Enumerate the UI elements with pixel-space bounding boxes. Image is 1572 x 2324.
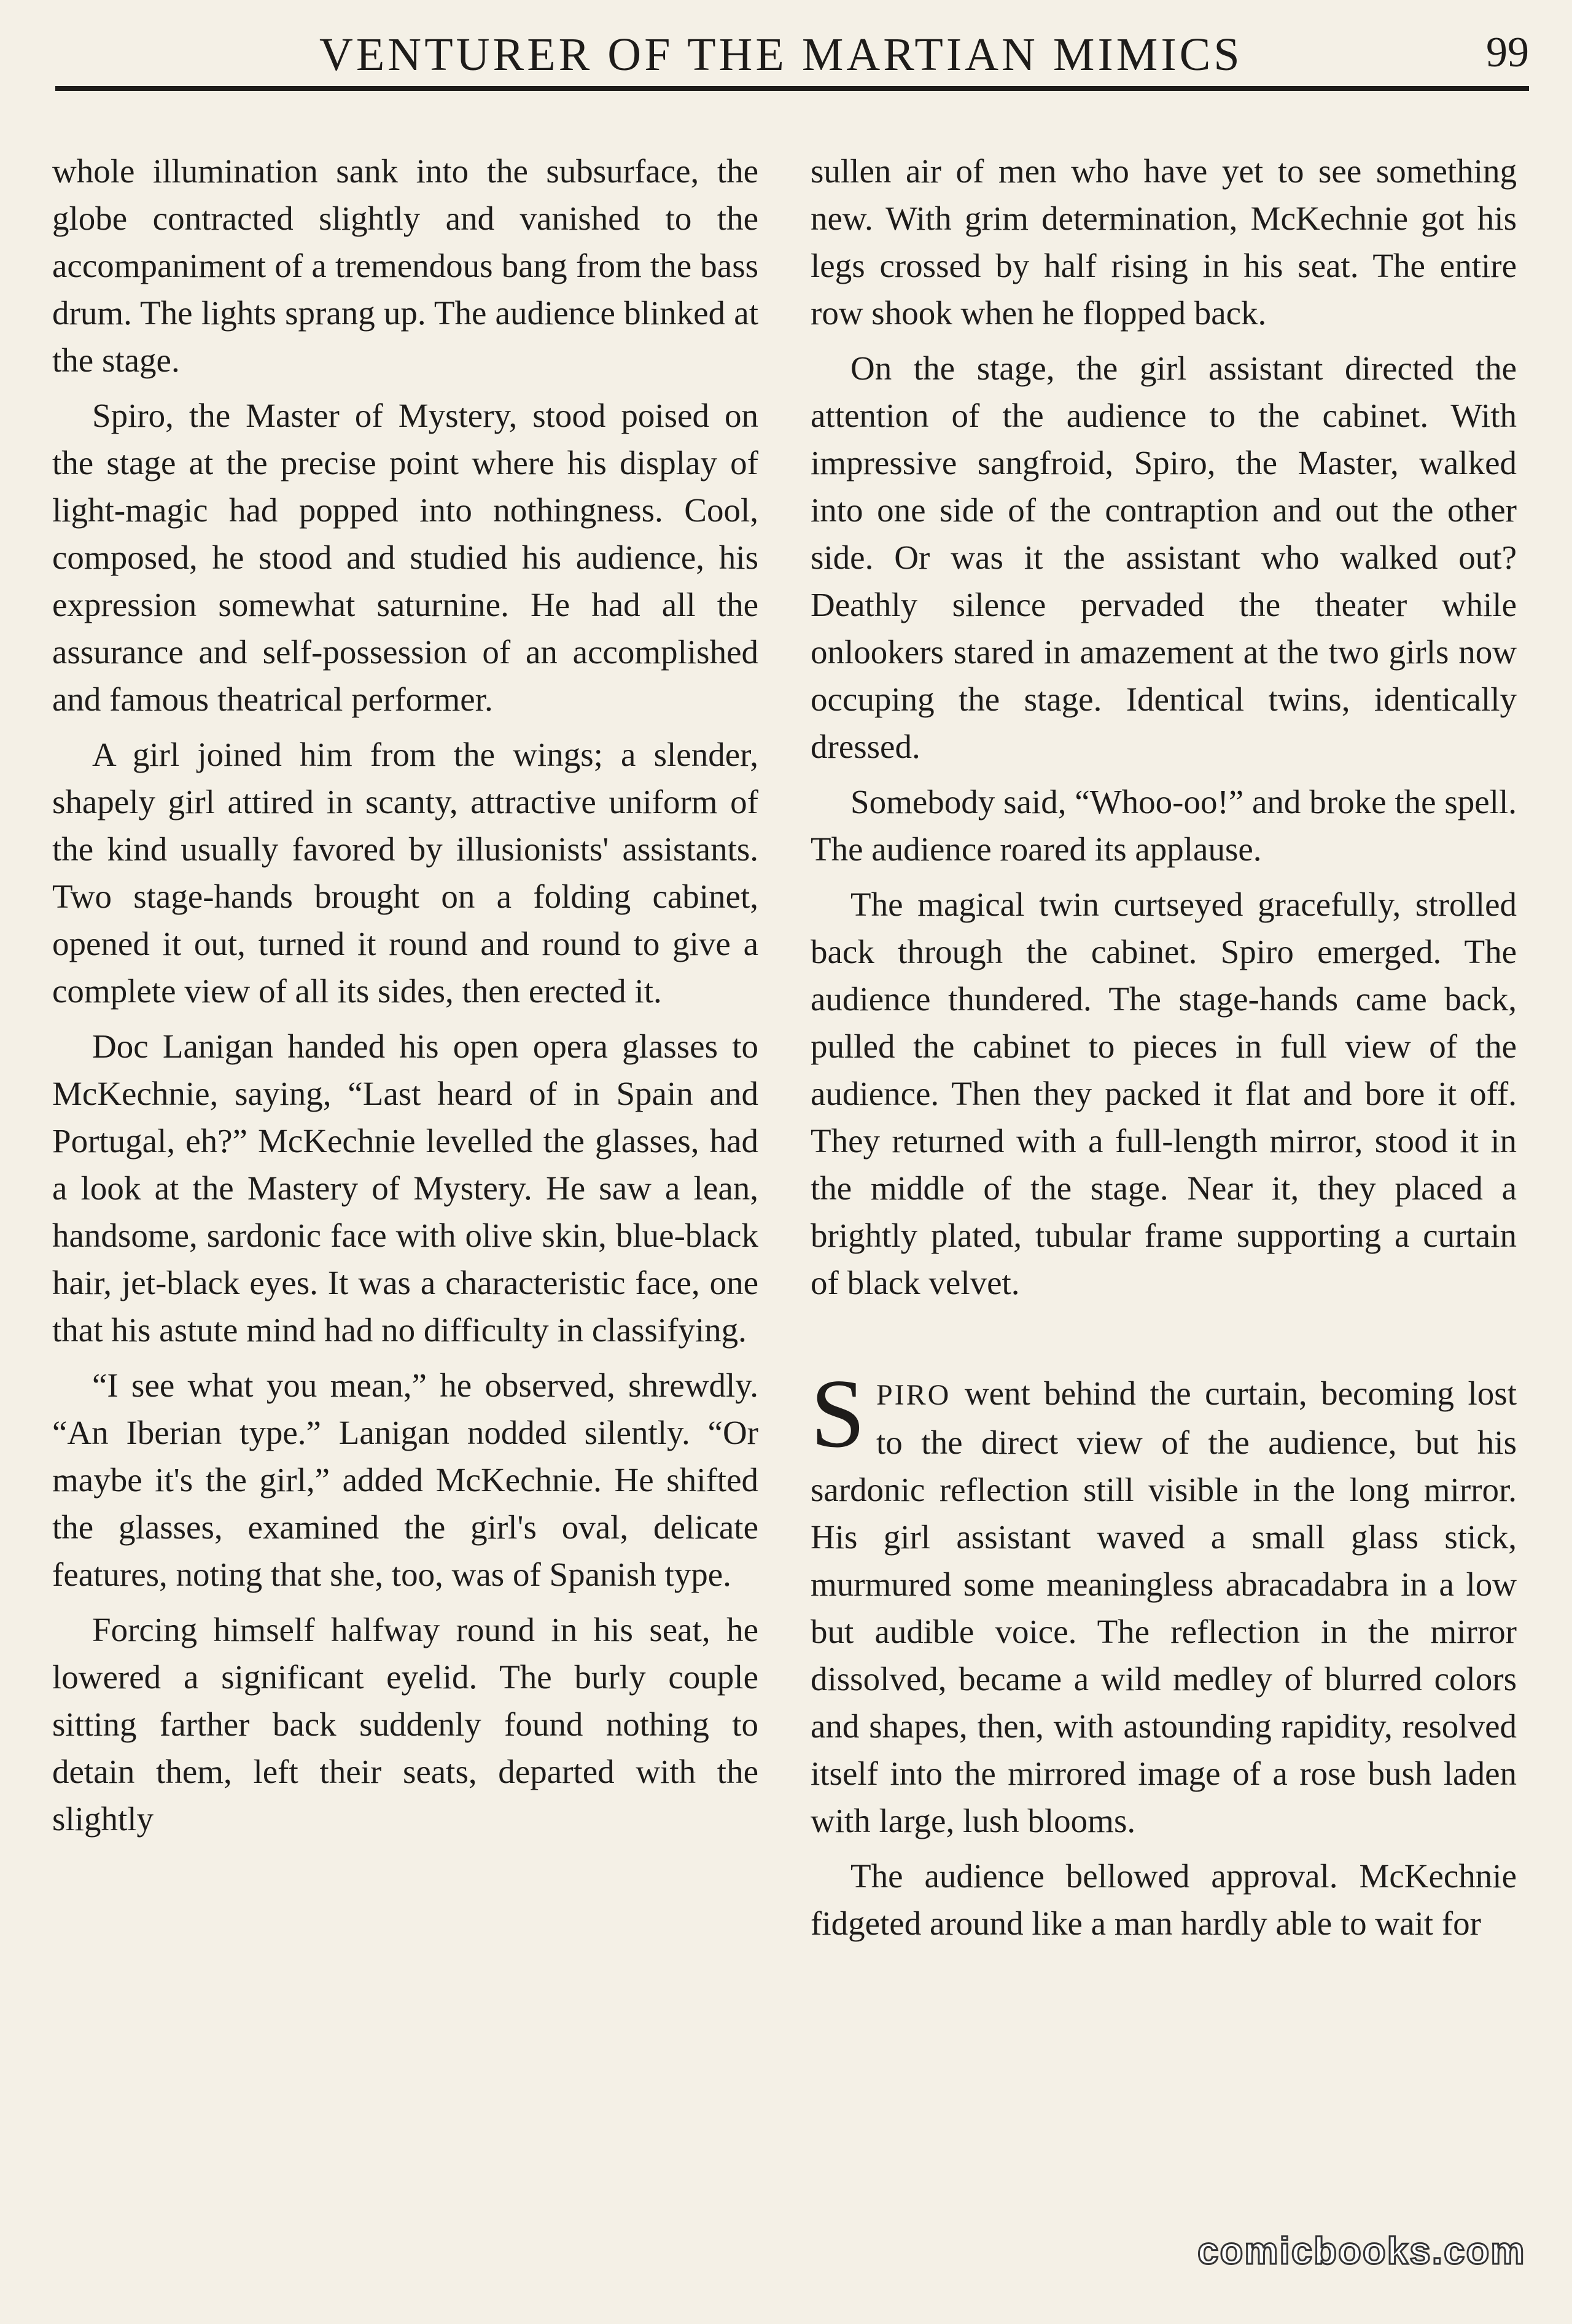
site-watermark: comicbooks.com xyxy=(1197,2230,1526,2272)
paragraph: Spiro, the Master of Mystery, stood poised on the stage at the precise point where his display of light-magic had popped into nothingness. Cool, composed, he stood and studied his audience, his expression somewhat saturnine. He had all the assurance and self-possession of an accomplished and famous theatrical performer. xyxy=(52,397,758,718)
running-title: VENTURER OF THE MARTIAN MIMICS xyxy=(319,29,1243,80)
left-column xyxy=(52,147,758,1850)
paragraph-text: went behind the curtain, becoming lost to the direct view of the audience, but his sardonic reflection still visible in the long mirror. His girl assistant waved a small glass stick, murmured some meaningless abracadabra in a low but audible voice. The reflection in the mirror dissolved, became a wild medley of blurred colors and shapes, then, with astounding rapidity, resolved itself into the mirrored image of a rose bush laden with large, lush blooms. xyxy=(811,1375,1517,1839)
paragraph: The audience bellowed approval. McKechnie fidgeted around like a man hardly able to wait for xyxy=(811,1857,1517,1942)
paragraph: whole illumination sank into the subsurface, the globe contracted slightly and vanished to the accompaniment of a tremendous bang from the bass drum. The lights sprang up. The audience blinked at the stage. xyxy=(52,152,758,379)
page-header xyxy=(55,23,1529,91)
paragraph: The magical twin curtseyed gracefully, strolled back through the cabinet. Spiro emerged. The audience thundered. The stage-hands came back, pulled the cabinet to pieces in full view of the audience. Then they packed it flat and bore it off. They returned with a full-length mirror, stood it in the middle of the stage. Near it, they placed a brightly plated, tubular frame supporting a curtain of black velvet. xyxy=(811,886,1517,1301)
paragraph: On the stage, the girl assistant directed the attention of the audience to the cabinet. With impressive sangfroid, Spiro, the Master, walked into one side of the contraption and out the other side. Or was it the assistant who walked out? Deathly silence pervaded the theater while onlookers stared in amazement at the two girls now occuping the stage. Identical twins, identically dressed. xyxy=(811,349,1517,765)
paragraph: Forcing himself halfway round in his seat, he lowered a significant eyelid. The burly couple sitting farther back suddenly found nothing to detain them, left their seats, departed with the slightly xyxy=(52,1611,758,1838)
right-column xyxy=(811,147,1517,1955)
paragraph: Doc Lanigan handed his open opera glasses to McKechnie, saying, “Last heard of in Spain and Portugal, eh?” McKechnie levelled the glasses, had a look at the Mastery of Mystery. He saw a lean, handsome, sardonic face with olive skin, blue-black hair, jet-black eyes. It was a characteristic face, one that his astute mind had no difficulty in classifying. xyxy=(52,1027,758,1349)
paragraph: Somebody said, “Whoo-oo!” and broke the spell. The audience roared its applause. xyxy=(811,783,1517,868)
drop-cap: S xyxy=(811,1359,865,1468)
page-number: 99 xyxy=(1486,29,1529,76)
section-opening-paragraph xyxy=(811,1359,1517,1844)
paragraph: “I see what you mean,” he observed, shrewdly. “An Iberian type.” Lanigan nodded silently. “Or maybe it's the girl,” added McKechnie. He shifted the glasses, examined the girl's oval, delicate features, noting that she, too, was of Spanish type. xyxy=(52,1367,758,1593)
paragraph: A girl joined him from the wings; a slender, shapely girl attired in scanty, attractive uniform of the kind usually favored by illusionists' assistants. Two stage-hands brought on a folding cabinet, opened it out, turned it round and round to give a complete view of all its sides, then erected it. xyxy=(52,736,758,1010)
paragraph: sullen air of men who have yet to see something new. With grim determination, McKechnie got his legs crossed by half rising in his seat. The entire row shook when he flopped back. xyxy=(811,152,1517,332)
header-rule xyxy=(55,86,1529,91)
small-caps-word: PIRO xyxy=(876,1379,951,1411)
